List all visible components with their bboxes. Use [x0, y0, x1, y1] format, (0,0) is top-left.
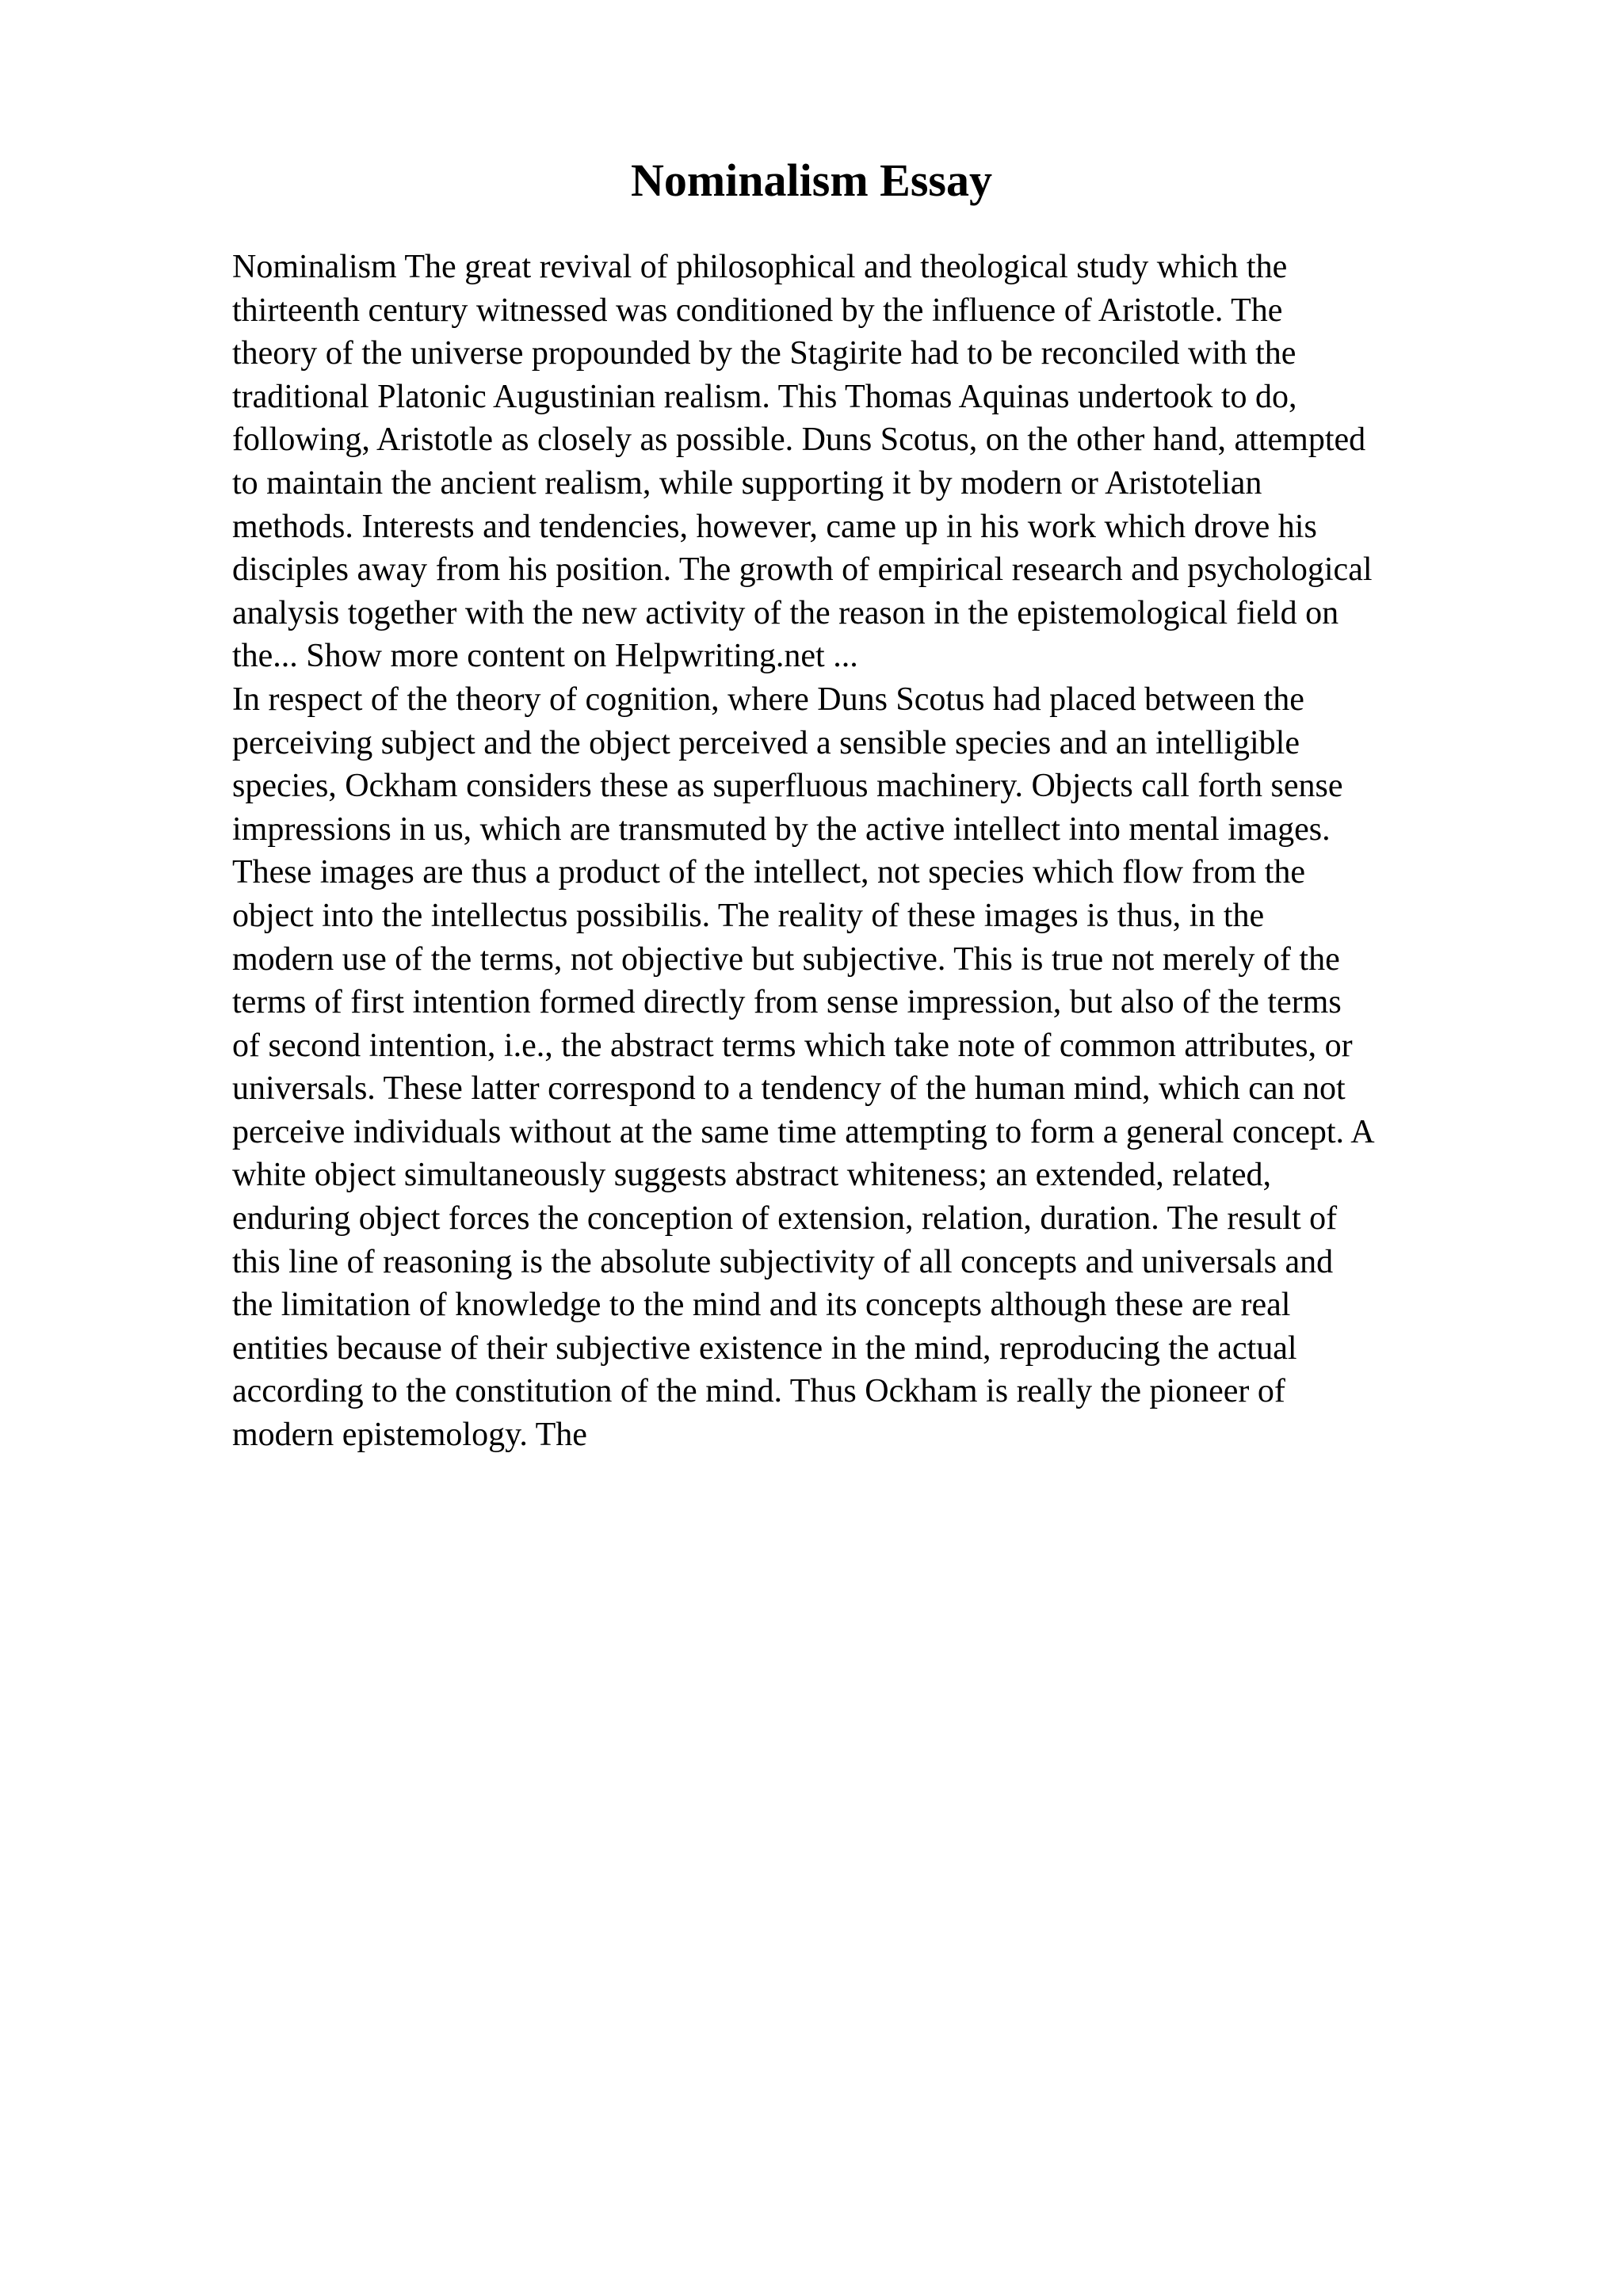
text-line: These images are thus a product of the intellect, not species which flow from the	[232, 854, 1306, 891]
text-line: Nominalism The great revival of philosophical and theological study which the	[232, 249, 1288, 285]
text-line: of second intention, i.e., the abstract terms which take note of common attributes, or	[232, 1027, 1353, 1064]
text-line: methods. Interests and tendencies, however, came up in his work which drove his	[232, 508, 1317, 545]
text-line: following, Aristotle as closely as possible. Duns Scotus, on the other hand, attempted	[232, 421, 1366, 459]
essay-body	[232, 246, 1516, 1457]
text-line: entities because of their subjective existence in the mind, reproducing the actual	[232, 1329, 1297, 1367]
text-line: perceive individuals without at the same time attempting to form a general concept. A	[232, 1113, 1375, 1150]
text-line: enduring object forces the conception of extension, relation, duration. The result of	[232, 1200, 1338, 1238]
text-line: theory of the universe propounded by the Stagirite had to be reconciled with the	[232, 335, 1296, 372]
text-line: the... Show more content on Helpwriting.net ...	[232, 638, 858, 675]
text-line: white object simultaneously suggests abstract whiteness; an extended, related,	[232, 1157, 1271, 1194]
text-line: In respect of the theory of cognition, where Duns Scotus had placed between the	[232, 681, 1304, 718]
text-line: perceiving subject and the object perceived a sensible species and an intelligible	[232, 724, 1300, 761]
text-line: this line of reasoning is the absolute subjectivity of all concepts and universals and	[232, 1243, 1334, 1280]
text-line: disciples away from his position. The growth of empirical research and psychological	[232, 551, 1373, 589]
text-line: the limitation of knowledge to the mind and its concepts although these are real	[232, 1287, 1291, 1324]
text-line: modern use of the terms, not objective but subjective. This is true not merely of the	[232, 940, 1340, 978]
text-line: species, Ockham considers these as superfluous machinery. Objects call forth sense	[232, 768, 1343, 805]
text-line: to maintain the ancient realism, while supporting it by modern or Aristotelian	[232, 464, 1262, 502]
text-line: universals. These latter correspond to a tendency of the human mind, which can not	[232, 1070, 1346, 1108]
text-line: modern epistemology. The	[232, 1417, 587, 1454]
text-line: object into the intellectus possibilis. The reality of these images is thus, in the	[232, 897, 1265, 934]
page-title: Nominalism Essay	[630, 154, 992, 206]
text-line: terms of first intention formed directly from sense impression, but also of the terms	[232, 984, 1342, 1021]
text-line: according to the constitution of the mind. Thus Ockham is really the pioneer of	[232, 1373, 1285, 1410]
text-line: analysis together with the new activity of the reason in the epistemological field on	[232, 594, 1339, 631]
text-line: traditional Platonic Augustinian realism. This Thomas Aquinas undertook to do,	[232, 378, 1297, 415]
text-line: thirteenth century witnessed was conditioned by the influence of Aristotle. The	[232, 292, 1283, 329]
text-line: impressions in us, which are transmuted by the active intellect into mental images.	[232, 810, 1331, 848]
